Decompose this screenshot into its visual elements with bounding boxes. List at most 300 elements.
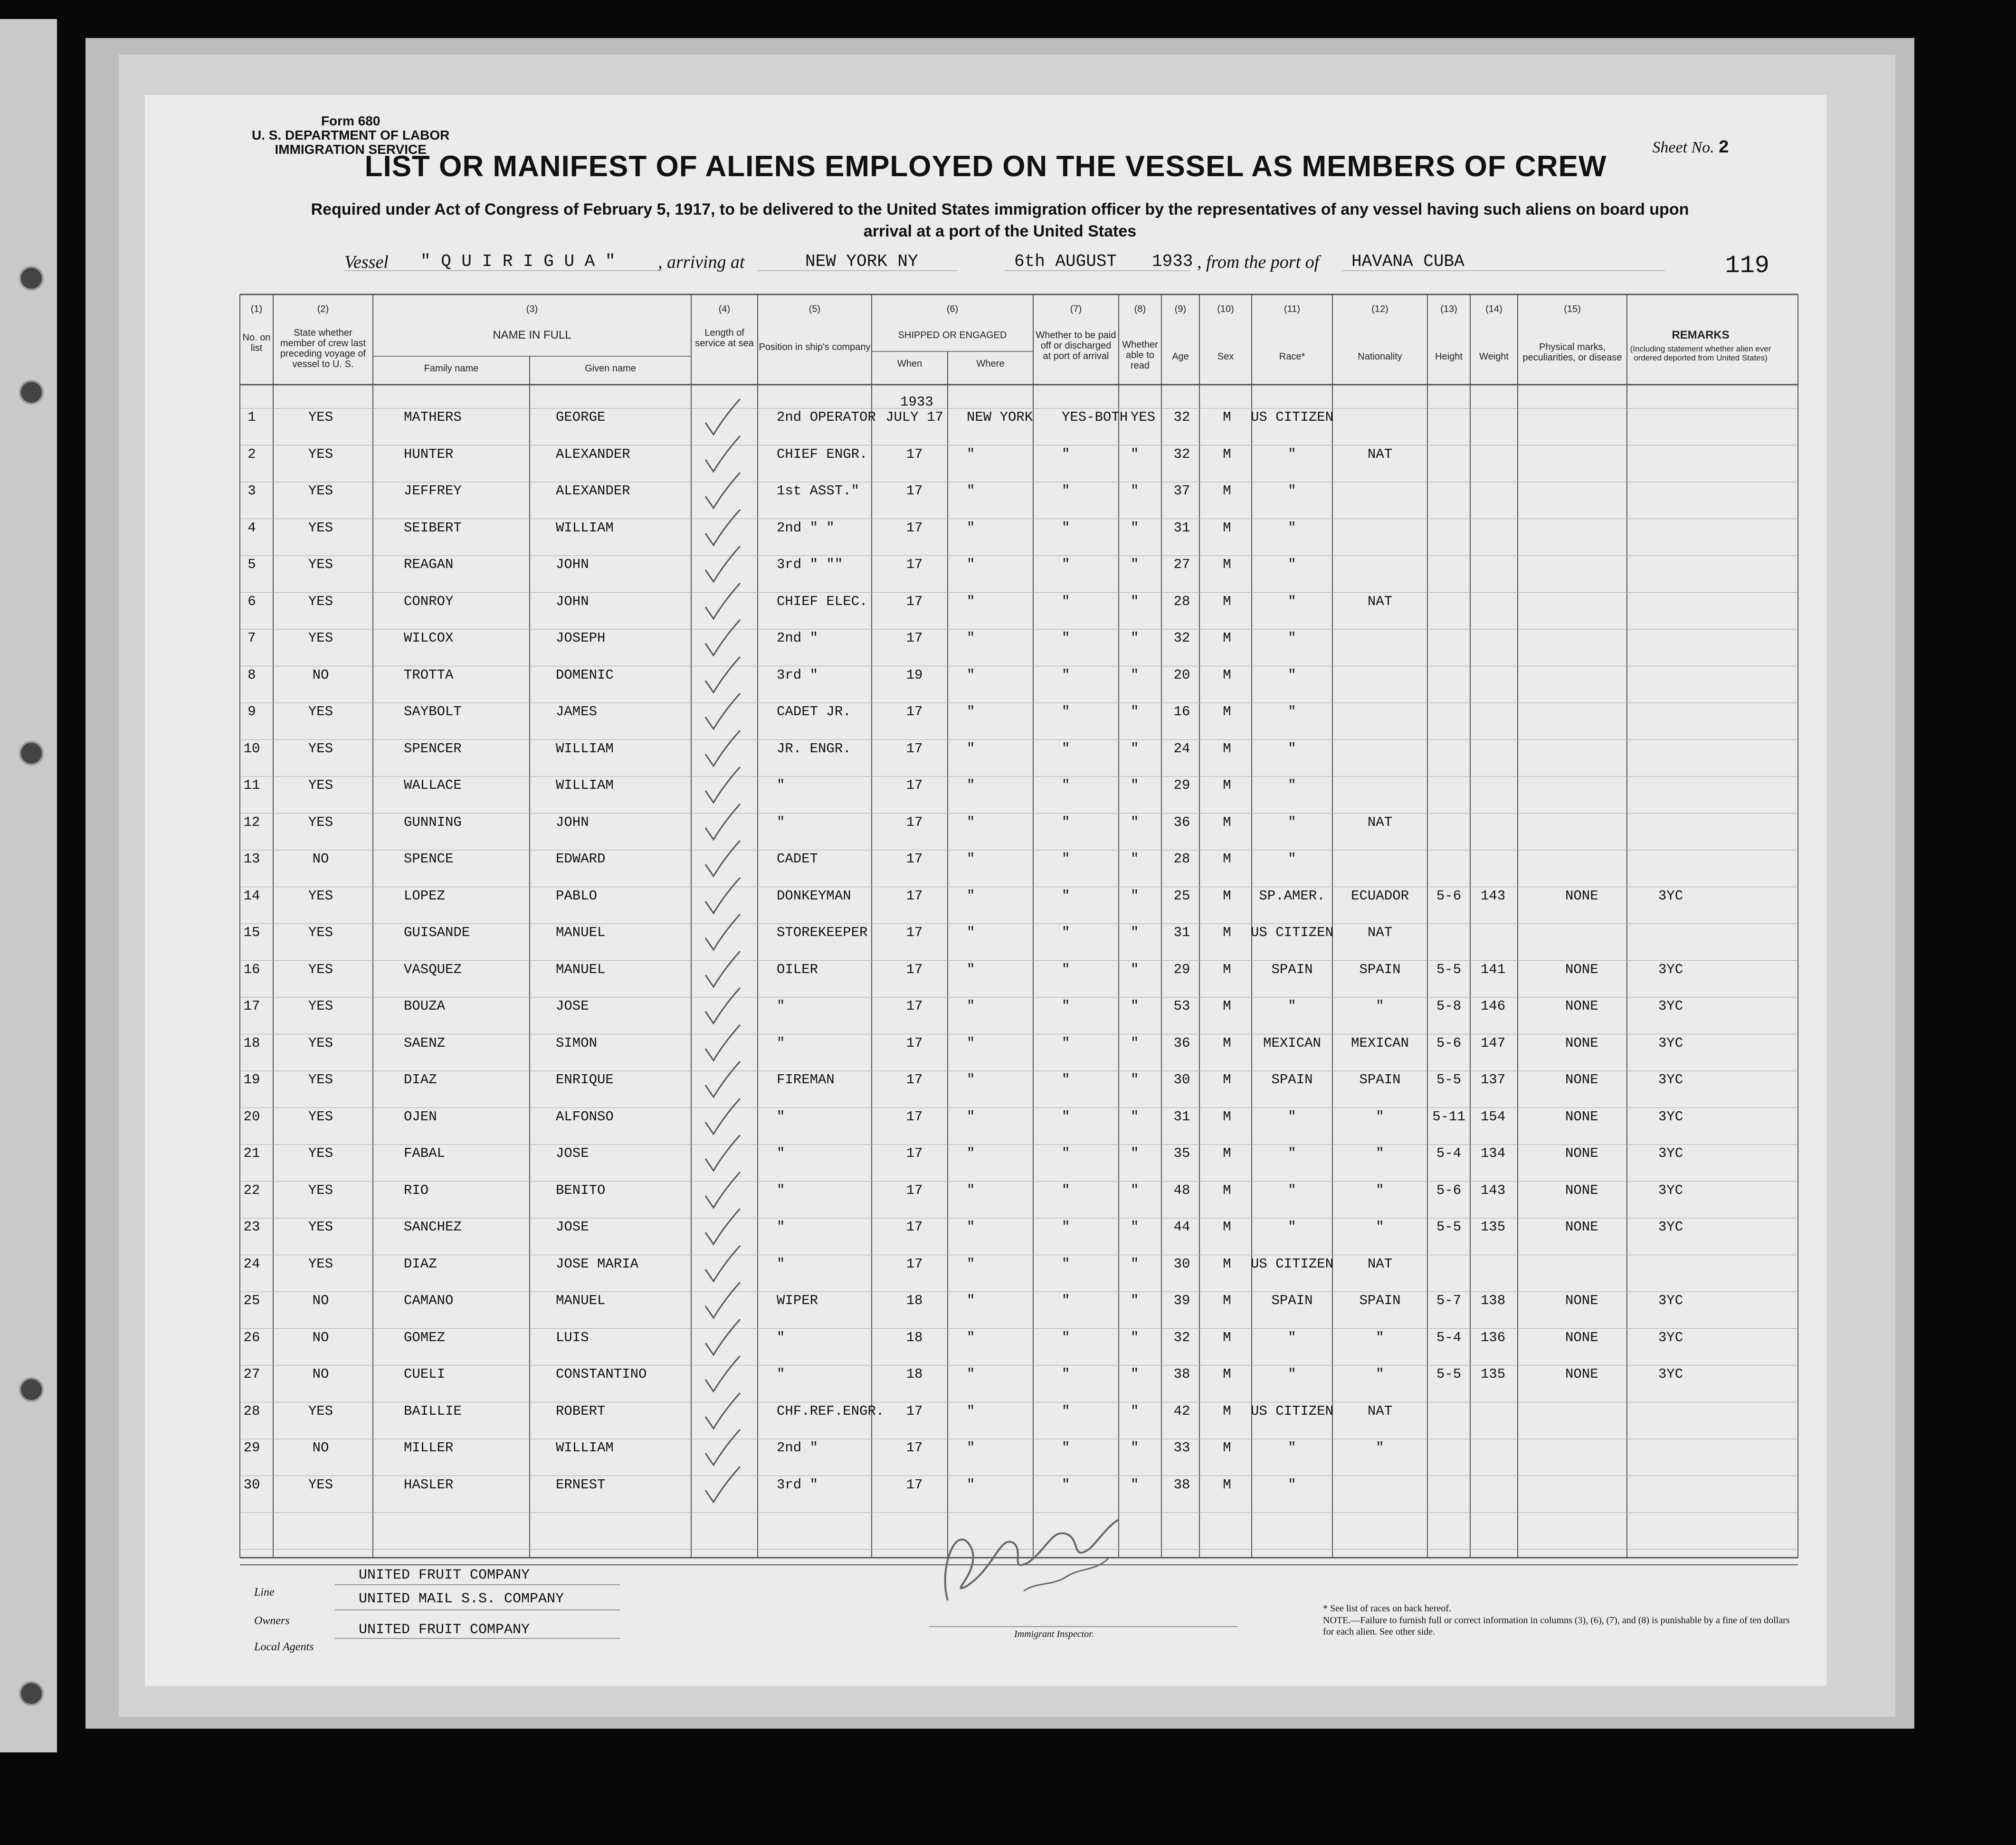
row-30-position: 3rd ": [777, 1476, 818, 1493]
hdr-family-name: Family name: [424, 363, 479, 374]
row-21-no: 21: [243, 1145, 260, 1161]
row-22-paid: ": [1062, 1182, 1070, 1198]
row-27-service-check: [703, 1353, 741, 1396]
row-23-service-check: [703, 1206, 741, 1249]
row-7-sex: M: [1223, 630, 1231, 646]
row-27-phys: NONE: [1565, 1366, 1598, 1382]
row-7-service-check: [703, 617, 741, 660]
row-9-when: 17: [906, 704, 923, 719]
row-7-paid: ": [1062, 630, 1070, 646]
row-20-where: ": [967, 1108, 975, 1125]
arriving-port: NEW YORK NY: [805, 252, 918, 271]
row-20-sex: M: [1223, 1108, 1231, 1125]
col-num-3: (3): [526, 304, 538, 314]
row-8-no: 8: [247, 667, 256, 683]
hdr-remarks: REMARKS: [1672, 329, 1730, 341]
row-19-when: 17: [906, 1072, 923, 1088]
row-26-paid: ": [1062, 1329, 1070, 1345]
row-16-where: ": [967, 961, 975, 977]
row-29-age: 33: [1173, 1440, 1190, 1456]
row-30-given: ERNEST: [556, 1476, 606, 1493]
binder-hole: [19, 1377, 44, 1402]
row-8-read: ": [1131, 667, 1139, 683]
row-13-read: ": [1131, 851, 1139, 867]
row-5-family: REAGAN: [404, 557, 454, 572]
row-3-position: 1st ASST.": [777, 483, 860, 499]
row-21-paid: ": [1062, 1145, 1070, 1161]
row-17-no: 17: [243, 998, 260, 1014]
row-18-no: 18: [243, 1035, 260, 1051]
row-13-when: 17: [906, 851, 923, 867]
row-20-weight: 154: [1480, 1108, 1506, 1125]
hdr-age: Age: [1172, 351, 1189, 362]
col-num-1: (1): [250, 304, 263, 314]
row-20-when: 17: [906, 1108, 923, 1125]
row-22-when: 17: [906, 1182, 923, 1198]
row-12-when: 17: [906, 814, 923, 830]
row-30-age: 38: [1173, 1476, 1190, 1493]
col-num-12: (12): [1371, 304, 1388, 314]
row-8-when: 19: [906, 667, 923, 683]
row-12-where: ": [967, 814, 975, 830]
row-9-service-check: [703, 691, 741, 734]
row-15-paid: ": [1062, 925, 1070, 940]
row-13-position: CADET: [777, 851, 818, 867]
row-6-paid: ": [1062, 593, 1070, 609]
row-25-weight: 138: [1480, 1293, 1506, 1308]
row-7-position: 2nd ": [777, 630, 818, 646]
row-4-family: SEIBERT: [404, 520, 462, 536]
row-27-prev: NO: [312, 1366, 329, 1382]
row-14-given: PABLO: [556, 888, 598, 904]
row-9-given: JAMES: [556, 704, 598, 719]
row-22-where: ": [967, 1182, 975, 1198]
row-15-no: 15: [243, 925, 260, 940]
row-26-race: ": [1288, 1329, 1296, 1345]
row-8-prev: NO: [312, 667, 329, 683]
row-20-service-check: [703, 1096, 741, 1139]
form-no-text: Form 680: [321, 114, 380, 128]
row-1-service-check: [703, 397, 741, 439]
row-17-family: BOUZA: [404, 998, 446, 1014]
row-5-position: 3rd " "": [777, 557, 843, 572]
row-19-nat: SPAIN: [1359, 1072, 1401, 1088]
row-1-race: US CITIZEN: [1250, 409, 1334, 425]
binder-strip: [0, 19, 57, 1752]
row-22-height: 5-6: [1436, 1182, 1462, 1198]
col-num-13: (13): [1440, 304, 1457, 314]
row-27-nat: ": [1376, 1366, 1384, 1382]
row-7-age: 32: [1173, 630, 1190, 646]
row-30-paid: ": [1062, 1476, 1070, 1493]
row-11-given: WILLIAM: [556, 777, 614, 793]
row-23-phys: NONE: [1565, 1219, 1598, 1235]
row-29-when: 17: [906, 1440, 923, 1456]
row-15-sex: M: [1223, 925, 1231, 940]
row-6-sex: M: [1223, 593, 1231, 609]
row-23-race: ": [1288, 1219, 1296, 1235]
row-1-no: 1: [247, 409, 256, 425]
footer-agents-label: Local Agents: [254, 1641, 314, 1653]
footer-note: NOTE.—Failure to furnish full or correct information in columns (3), (6), (7), and (8) is punishable by a fine of ten dollars for each alien. See other side.: [1323, 1615, 1790, 1637]
hdr-when: When: [897, 359, 922, 369]
row-2-paid: ": [1062, 446, 1070, 462]
page-title: LIST OR MANIFEST OF ALIENS EMPLOYED ON THE VESSEL AS MEMBERS OF CREW: [364, 150, 1607, 183]
row-14-family: LOPEZ: [404, 888, 446, 904]
row-15-race: US CITIZEN: [1250, 925, 1334, 940]
row-12-family: GUNNING: [404, 814, 462, 830]
row-30-service-check: [703, 1464, 741, 1507]
row-16-height: 5-5: [1436, 961, 1462, 977]
row-22-phys: NONE: [1565, 1182, 1598, 1198]
row-16-given: MANUEL: [556, 961, 606, 977]
row-19-race: SPAIN: [1271, 1072, 1313, 1088]
row-21-where: ": [967, 1145, 975, 1161]
row-4-when: 17: [906, 520, 923, 536]
row-17-nat: ": [1376, 998, 1384, 1014]
row-20-family: OJEN: [404, 1108, 437, 1125]
binder-hole: [19, 266, 44, 291]
row-12-given: JOHN: [556, 814, 589, 830]
row-21-prev: YES: [308, 1145, 333, 1161]
year-annotation: 1933: [900, 394, 933, 410]
row-3-given: ALEXANDER: [556, 483, 630, 499]
row-11-race: ": [1288, 777, 1296, 793]
row-3-family: JEFFREY: [404, 483, 462, 499]
row-5-race: ": [1288, 557, 1296, 572]
footer-races-note: * See list of races on back hereof.: [1323, 1603, 1451, 1614]
page-subtitle: Required under Act of Congress of February 5, 1917, to be delivered to the United States immigration officer by the representatives of any vessel having such aliens on board upon arrival at a port of the United States: [311, 200, 1689, 240]
row-7-where: ": [967, 630, 975, 646]
row-29-read: ": [1131, 1440, 1139, 1456]
row-20-nat: ": [1376, 1108, 1384, 1125]
row-10-position: JR. ENGR.: [777, 740, 851, 757]
row-24-nat: NAT: [1367, 1256, 1393, 1272]
row-21-remarks: 3YC: [1658, 1145, 1683, 1161]
row-23-height: 5-5: [1436, 1219, 1462, 1235]
row-18-race: MEXICAN: [1263, 1035, 1321, 1051]
col-num-14: (14): [1485, 304, 1502, 314]
row-11-service-check: [703, 765, 741, 807]
hdr-name-in-full: NAME IN FULL: [493, 329, 571, 341]
row-15-family: GUISANDE: [404, 925, 470, 940]
row-10-family: SPENCER: [404, 740, 462, 757]
row-17-weight: 146: [1480, 998, 1506, 1014]
row-24-sex: M: [1223, 1256, 1231, 1272]
row-25-service-check: [703, 1280, 741, 1323]
row-7-family: WILCOX: [404, 630, 454, 646]
row-25-given: MANUEL: [556, 1293, 606, 1308]
row-5-age: 27: [1173, 557, 1190, 572]
hdr-height: Height: [1435, 351, 1463, 362]
row-15-given: MANUEL: [556, 925, 606, 940]
row-22-age: 48: [1173, 1182, 1190, 1198]
row-10-sex: M: [1223, 740, 1231, 757]
row-16-nat: SPAIN: [1359, 961, 1401, 977]
row-15-read: ": [1131, 925, 1139, 940]
row-28-age: 42: [1173, 1403, 1190, 1419]
row-28-nat: NAT: [1367, 1403, 1393, 1419]
row-11-where: ": [967, 777, 975, 793]
row-5-when: 17: [906, 557, 923, 572]
row-28-family: BAILLIE: [404, 1403, 462, 1419]
row-10-prev: YES: [308, 740, 333, 757]
row-27-where: ": [967, 1366, 975, 1382]
footer-line-label: Line: [254, 1586, 275, 1599]
arriving-label: , arriving at: [658, 252, 745, 272]
row-14-nat: ECUADOR: [1351, 888, 1409, 904]
row-4-race: ": [1288, 520, 1296, 536]
row-3-sex: M: [1223, 483, 1231, 499]
row-14-paid: ": [1062, 888, 1070, 904]
row-11-family: WALLACE: [404, 777, 462, 793]
row-9-where: ": [967, 704, 975, 719]
row-26-phys: NONE: [1565, 1329, 1598, 1345]
row-5-prev: YES: [308, 557, 333, 572]
row-16-position: OILER: [777, 961, 818, 977]
row-21-phys: NONE: [1565, 1145, 1598, 1161]
binder-hole: [19, 380, 44, 405]
row-16-paid: ": [1062, 961, 1070, 977]
row-2-no: 2: [247, 446, 256, 462]
row-27-given: CONSTANTINO: [556, 1366, 647, 1382]
row-9-prev: YES: [308, 704, 333, 719]
row-27-age: 38: [1173, 1366, 1190, 1382]
from-label: , from the port of: [1197, 252, 1320, 272]
row-29-nat: ": [1376, 1440, 1384, 1456]
service-text: IMMIGRATION SERVICE: [275, 142, 427, 157]
row-6-position: CHIEF ELEC.: [777, 593, 868, 609]
row-12-position: ": [777, 814, 785, 830]
row-14-read: ": [1131, 888, 1139, 904]
row-4-position: 2nd " ": [777, 520, 835, 536]
row-10-where: ": [967, 740, 975, 757]
row-17-age: 53: [1173, 998, 1190, 1014]
row-9-read: ": [1131, 704, 1139, 719]
row-27-read: ": [1131, 1366, 1139, 1382]
row-3-race: ": [1288, 483, 1296, 499]
row-14-race: SP.AMER.: [1259, 888, 1325, 904]
row-28-prev: YES: [308, 1403, 333, 1419]
row-24-paid: ": [1062, 1256, 1070, 1272]
row-7-read: ": [1131, 630, 1139, 646]
sheet-label: Sheet No.: [1652, 139, 1714, 156]
row-13-race: ": [1288, 851, 1296, 867]
row-29-prev: NO: [312, 1440, 329, 1456]
row-29-given: WILLIAM: [556, 1440, 614, 1456]
row-7-no: 7: [247, 630, 256, 646]
row-10-no: 10: [243, 740, 260, 757]
row-19-prev: YES: [308, 1072, 333, 1088]
row-28-when: 17: [906, 1403, 923, 1419]
row-16-prev: YES: [308, 961, 333, 977]
row-18-age: 36: [1173, 1035, 1190, 1051]
row-15-prev: YES: [308, 925, 333, 940]
row-20-read: ": [1131, 1108, 1139, 1125]
row-19-phys: NONE: [1565, 1072, 1598, 1088]
row-19-weight: 137: [1480, 1072, 1506, 1088]
row-10-given: WILLIAM: [556, 740, 614, 757]
row-18-sex: M: [1223, 1035, 1231, 1051]
row-14-remarks: 3YC: [1658, 888, 1683, 904]
row-17-read: ": [1131, 998, 1139, 1014]
row-2-when: 17: [906, 446, 923, 462]
row-29-where: ": [967, 1440, 975, 1456]
row-13-paid: ": [1062, 851, 1070, 867]
row-5-paid: ": [1062, 557, 1070, 572]
row-13-no: 13: [243, 851, 260, 867]
row-24-given: JOSE MARIA: [556, 1256, 639, 1272]
row-25-no: 25: [243, 1293, 260, 1308]
row-8-service-check: [703, 654, 741, 697]
row-6-age: 28: [1173, 593, 1190, 609]
row-27-remarks: 3YC: [1658, 1366, 1683, 1382]
col-num-6: (6): [946, 304, 959, 314]
row-20-paid: ": [1062, 1108, 1070, 1125]
row-23-remarks: 3YC: [1658, 1219, 1683, 1235]
row-25-age: 39: [1173, 1293, 1190, 1308]
row-4-read: ": [1131, 520, 1139, 536]
row-2-sex: M: [1223, 446, 1231, 462]
row-19-read: ": [1131, 1072, 1139, 1088]
row-22-family: RIO: [404, 1182, 429, 1198]
row-22-no: 22: [243, 1182, 260, 1198]
row-7-given: JOSEPH: [556, 630, 606, 646]
row-25-position: WIPER: [777, 1293, 818, 1308]
row-10-age: 24: [1173, 740, 1190, 757]
row-8-sex: M: [1223, 667, 1231, 683]
row-21-race: ": [1288, 1145, 1296, 1161]
row-2-nat: NAT: [1367, 446, 1393, 462]
row-19-height: 5-5: [1436, 1072, 1462, 1088]
col-num-7: (7): [1070, 304, 1082, 314]
row-4-where: ": [967, 520, 975, 536]
row-22-service-check: [703, 1170, 741, 1212]
row-21-sex: M: [1223, 1145, 1231, 1161]
row-18-height: 5-6: [1436, 1035, 1462, 1051]
row-15-where: ": [967, 925, 975, 940]
row-9-no: 9: [247, 704, 256, 719]
footer-line-value: UNITED FRUIT COMPANY: [359, 1567, 530, 1583]
row-14-where: ": [967, 888, 975, 904]
row-7-when: 17: [906, 630, 923, 646]
row-16-sex: M: [1223, 961, 1231, 977]
row-21-height: 5-4: [1436, 1145, 1462, 1161]
row-15-nat: NAT: [1367, 925, 1393, 940]
row-16-no: 16: [243, 961, 260, 977]
row-29-race: ": [1288, 1440, 1296, 1456]
row-17-service-check: [703, 985, 741, 1028]
hdr-remarks-sub: (Including statement whether alien ever ordered deported from United States): [1630, 344, 1771, 362]
row-16-service-check: [703, 949, 741, 992]
row-4-sex: M: [1223, 520, 1231, 536]
row-11-prev: YES: [308, 777, 333, 793]
row-4-age: 31: [1173, 520, 1190, 536]
row-9-sex: M: [1223, 704, 1231, 719]
row-26-remarks: 3YC: [1658, 1329, 1683, 1345]
row-22-position: ": [777, 1182, 785, 1198]
row-27-paid: ": [1062, 1366, 1070, 1382]
footer-owners-value: UNITED MAIL S.S. COMPANY: [359, 1591, 564, 1607]
row-19-family: DIAZ: [404, 1072, 437, 1088]
arrival-year: 1933: [1152, 252, 1193, 271]
col-num-8: (8): [1134, 304, 1146, 314]
row-16-remarks: 3YC: [1658, 961, 1683, 977]
row-5-given: JOHN: [556, 557, 589, 572]
row-16-race: SPAIN: [1271, 961, 1313, 977]
row-26-service-check: [703, 1317, 741, 1360]
row-24-prev: YES: [308, 1256, 333, 1272]
row-9-position: CADET JR.: [777, 704, 851, 719]
col-num-5: (5): [808, 304, 821, 314]
row-11-paid: ": [1062, 777, 1070, 793]
row-5-sex: M: [1223, 557, 1231, 572]
row-17-paid: ": [1062, 998, 1070, 1014]
col-num-10: (10): [1217, 304, 1234, 314]
row-17-when: 17: [906, 998, 923, 1014]
row-8-age: 20: [1173, 667, 1190, 683]
row-6-service-check: [703, 581, 741, 624]
row-5-service-check: [703, 544, 741, 587]
row-17-race: ": [1288, 998, 1296, 1014]
row-29-service-check: [703, 1427, 741, 1470]
row-12-service-check: [703, 802, 741, 844]
row-1-when: JULY 17: [885, 409, 943, 425]
footer-owners-label: Owners: [254, 1615, 290, 1627]
row-6-where: ": [967, 593, 975, 609]
row-10-paid: ": [1062, 740, 1070, 757]
row-1-given: GEORGE: [556, 409, 606, 425]
row-11-age: 29: [1173, 777, 1190, 793]
row-21-age: 35: [1173, 1145, 1190, 1161]
row-20-phys: NONE: [1565, 1108, 1598, 1125]
row-5-read: ": [1131, 557, 1139, 572]
row-26-prev: NO: [312, 1329, 329, 1345]
row-9-paid: ": [1062, 704, 1070, 719]
row-20-height: 5-11: [1432, 1108, 1465, 1125]
row-11-no: 11: [243, 777, 260, 793]
manifest-page: [145, 95, 1826, 1686]
row-18-weight: 147: [1480, 1035, 1506, 1051]
row-24-age: 30: [1173, 1256, 1190, 1272]
hdr-physical: Physical marks, peculiarities, or disease: [1522, 342, 1622, 363]
row-17-where: ": [967, 998, 975, 1014]
row-6-family: CONROY: [404, 593, 454, 609]
row-23-where: ": [967, 1219, 975, 1235]
row-27-no: 27: [243, 1366, 260, 1382]
hdr-able-read: Whether able to read: [1122, 340, 1158, 371]
col-num-9: (9): [1174, 304, 1187, 314]
row-4-paid: ": [1062, 520, 1070, 536]
row-20-position: ": [777, 1108, 785, 1125]
hdr-position: Position in ship's company: [759, 342, 871, 352]
row-18-paid: ": [1062, 1035, 1070, 1051]
row-25-remarks: 3YC: [1658, 1293, 1683, 1308]
row-19-paid: ": [1062, 1072, 1070, 1088]
binder-hole: [19, 741, 44, 766]
row-2-position: CHIEF ENGR.: [777, 446, 868, 462]
row-22-nat: ": [1376, 1182, 1384, 1198]
row-19-given: ENRIQUE: [556, 1072, 614, 1088]
row-8-race: ": [1288, 667, 1296, 683]
row-14-service-check: [703, 875, 741, 918]
row-30-read: ": [1131, 1476, 1139, 1493]
row-28-sex: M: [1223, 1403, 1231, 1419]
row-21-when: 17: [906, 1145, 923, 1161]
row-16-read: ": [1131, 961, 1139, 977]
row-8-position: 3rd ": [777, 667, 818, 683]
hdr-sex: Sex: [1217, 351, 1234, 362]
